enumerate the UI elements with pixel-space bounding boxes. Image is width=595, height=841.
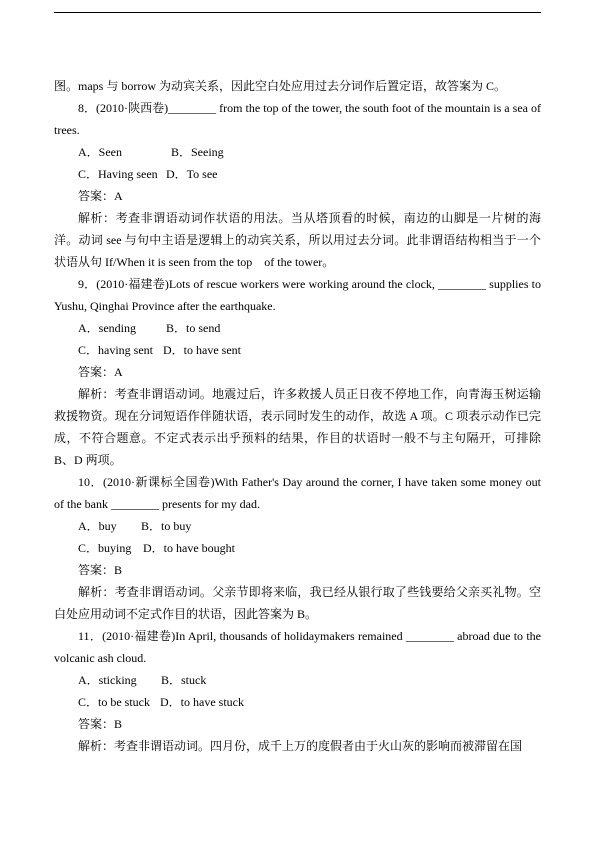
analysis-line: 解析：考查非谓语动词。四月份，成千上万的度假者由于火山灰的影响而被滞留在国 — [78, 739, 523, 753]
carryover-line: 图。maps 与 borrow 为动宾关系，因此空白处应用过去分词作后置定语，故答案为 C。 — [54, 79, 506, 93]
question-9 — [54, 273, 541, 471]
question-stem-line: 8．(2010·陕西卷)________ from the top of the tower, the south foot of the mountain is a sea of — [78, 101, 541, 115]
option-a: A．sticking — [78, 673, 137, 687]
question-stem-line: 10．(2010·新课标全国卷)With Father's Day around the corner, I have taken some money out — [78, 475, 541, 489]
question-stem-line: of the bank ________ presents for my dad. — [54, 497, 260, 511]
analysis-line: 洋。动词 see 与句中主语是逻辑上的动宾关系，所以用过去分词。此非谓语结构相当于一个 — [54, 233, 541, 247]
answer-line: 答案：A — [78, 365, 123, 379]
option-a: A．Seen — [78, 145, 122, 159]
answer-line: 答案：B — [78, 717, 123, 731]
analysis-line: 解析：考查非谓语动词作状语的用法。当从塔顶看的时候，南边的山脚是一片树的海 — [78, 211, 541, 225]
option-row — [54, 163, 541, 185]
option-row — [54, 141, 541, 163]
option-c: C．having sent — [78, 343, 153, 357]
option-d: D．to have stuck — [160, 695, 244, 709]
option-a: A．sending — [78, 321, 136, 335]
analysis-line: 成，不符合题意。不定式表示出乎预料的结果，作目的状语时一般不与主句隔开，可排除 — [54, 431, 541, 445]
option-b: B．stuck — [161, 673, 207, 687]
option-row — [54, 317, 541, 339]
option-d: D．to have sent — [163, 343, 241, 357]
analysis-line: 解析：考查非谓语动词。父亲节即将来临，我已经从银行取了些钱要给父亲买礼物。空 — [78, 585, 541, 599]
option-d: D．to have bought — [143, 541, 235, 555]
option-row — [54, 669, 541, 691]
option-a: A．buy — [78, 519, 117, 533]
answer-line: 答案：A — [78, 189, 123, 203]
option-c: C．to be stuck — [78, 695, 150, 709]
question-8 — [54, 97, 541, 273]
question-stem-line: trees. — [54, 123, 80, 137]
option-c: C．Having seen — [78, 167, 158, 181]
option-b: B．to send — [166, 321, 221, 335]
option-row — [54, 537, 541, 559]
question-11 — [54, 625, 541, 757]
option-row — [54, 691, 541, 713]
question-stem-line: volcanic ash cloud. — [54, 651, 147, 665]
option-b: B．Seeing — [171, 145, 224, 159]
option-row — [54, 339, 541, 361]
question-stem-line: 11．(2010·福建卷)In April, thousands of holidaymakers remained ________ abroad due to the — [78, 629, 541, 643]
question-stem-line: Yushu, Qinghai Province after the earthquake. — [54, 299, 276, 313]
option-c: C．buying — [78, 541, 132, 555]
header-rule — [54, 12, 541, 13]
analysis-line: 白处应用动词不定式作目的状语，因此答案为 B。 — [54, 607, 318, 621]
option-d: D．To see — [166, 167, 218, 181]
page-content — [54, 75, 541, 757]
answer-line: 答案：B — [78, 563, 123, 577]
analysis-line: 救援物资。现在分词短语作伴随状语，表示同时发生的动作，故选 A 项。C 项表示动作已完 — [54, 409, 541, 423]
analysis-line: B、D 两项。 — [54, 453, 122, 467]
option-b: B．to buy — [141, 519, 192, 533]
question-10 — [54, 471, 541, 625]
analysis-line: 状语从句 If/When it is seen from the top of the tower。 — [54, 255, 335, 269]
option-row — [54, 515, 541, 537]
question-stem-line: 9．(2010·福建卷)Lots of rescue workers were working around the clock, ________ supplies to — [78, 277, 541, 291]
analysis-line: 解析：考查非谓语动词。地震过后，许多救援人员正日夜不停地工作，向青海玉树运输 — [78, 387, 541, 401]
